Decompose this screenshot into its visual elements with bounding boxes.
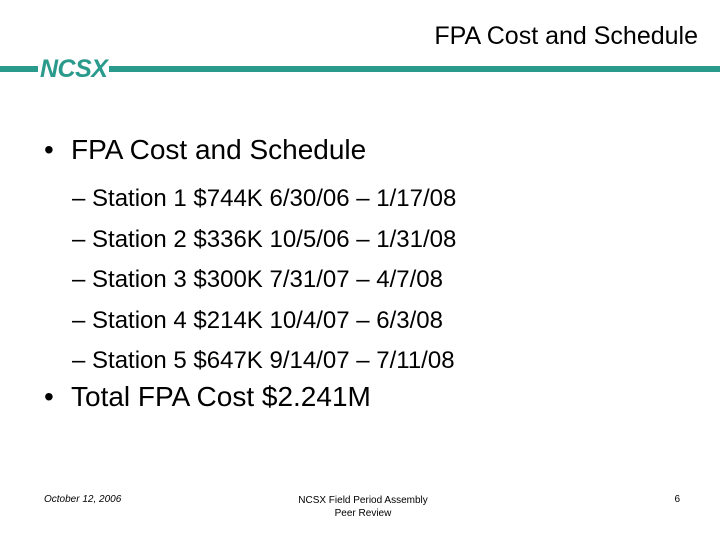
slide-title: FPA Cost and Schedule: [434, 22, 698, 50]
bullet-text: FPA Cost and Schedule: [71, 134, 367, 165]
footer-center: [268, 494, 458, 520]
footer-center-line1: NCSX Field Period Assembly: [298, 495, 428, 506]
page-number: 6: [674, 494, 680, 505]
station-list: [72, 179, 456, 382]
ncsx-logo: NCSX: [40, 55, 108, 83]
station-item-4: – Station 4 $214K 10/4/07 – 6/3/08: [72, 306, 443, 334]
station-item-5: – Station 5 $647K 9/14/07 – 7/11/08: [72, 347, 455, 374]
footer-center-line2: Peer Review: [334, 508, 392, 519]
station-item-1: – Station 1 $744K 6/30/06 – 1/17/08: [72, 185, 457, 212]
station-item-3: – Station 3 $300K 7/31/07 – 4/7/08: [72, 266, 443, 293]
bullet-text: Total FPA Cost $2.241M: [71, 381, 371, 412]
footer-date: October 12, 2006: [44, 494, 122, 505]
bullet-item-total-cost: [44, 381, 371, 413]
station-item-2: – Station 2 $336K 10/5/06 – 1/31/08: [72, 225, 457, 253]
bullet-item-fpa-cost-schedule: [44, 134, 366, 166]
bullet-dot-icon: •: [44, 134, 54, 165]
bullet-dot-icon: •: [44, 381, 54, 412]
